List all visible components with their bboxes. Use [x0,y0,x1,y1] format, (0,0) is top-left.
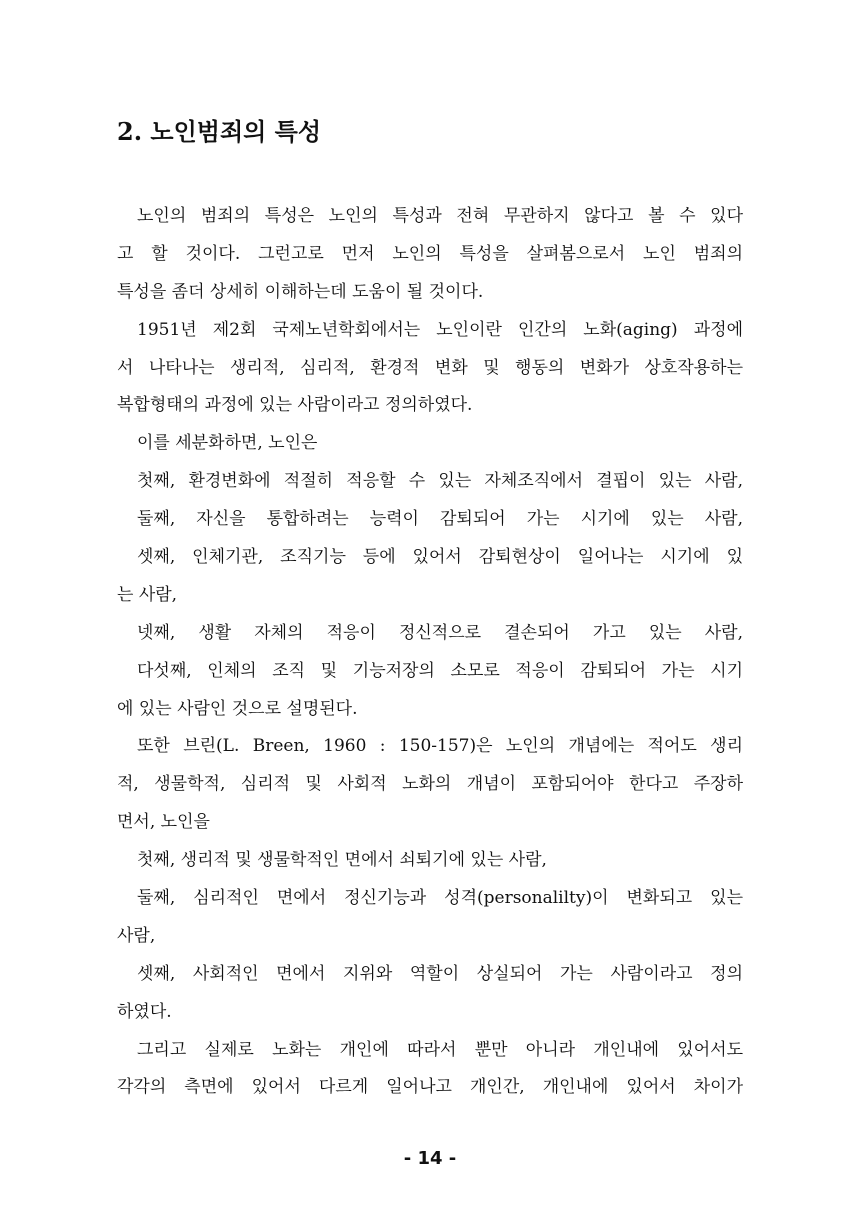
text-line: 특성을 좀더 상세히 이해하는데 도움이 될 것이다. [117,281,484,302]
text-line: 고 할 것이다. 그런고로 먼저 노인의 특성을 살펴봄으로서 노인 범죄의 [117,243,743,264]
text-line: 둘째, 심리적인 면에서 정신기능과 성격(personalilty)이 변화되고 있는 [137,888,743,909]
text-line: 셋째, 사회적인 면에서 지위와 역할이 상실되어 가는 사람이라고 정의 [137,963,743,984]
text-line: 면서, 노인을 [117,812,210,833]
page-number: - 14 - [403,1148,457,1169]
text-line: 첫째, 생리적 및 생물학적인 면에서 쇠퇴기에 있는 사람, [137,850,547,871]
text-line: 이를 세분화하면, 노인은 [137,433,318,454]
text-line: 사람, [117,925,156,946]
body-text [117,198,743,1107]
section-title: 2. 노인범죄의 특성 [117,117,322,146]
text-line: 적, 생물학적, 심리적 및 사회적 노화의 개념이 포함되어야 한다고 주장하 [117,774,743,795]
text-line: 하였다. [117,1001,172,1022]
text-line: 또한 브린(L. Breen, 1960 : 150-157)은 노인의 개념에는 적어도 생리 [137,736,743,757]
text-line: 넷째, 생활 자체의 적응이 정신적으로 결손되어 가고 있는 사람, [137,622,743,643]
text-line: 그리고 실제로 노화는 개인에 따라서 뿐만 아니라 개인내에 있어서도 [137,1039,743,1060]
text-line: 노인의 범죄의 특성은 노인의 특성과 전혀 무관하지 않다고 볼 수 있다 [137,206,743,226]
text-line: 각각의 측면에 있어서 다르게 일어나고 개인간, 개인내에 있어서 차이가 [117,1077,743,1098]
text-line: 에 있는 사람인 것으로 설명된다. [117,698,358,719]
text-line: 는 사람, [117,584,178,605]
text-line: 첫째, 환경변화에 적절히 적응할 수 있는 자체조직에서 결핍이 있는 사람, [137,471,743,492]
text-line: 둘째, 자신을 통합하려는 능력이 감퇴되어 가는 시기에 있는 사람, [137,509,743,530]
text-line: 복합형태의 과정에 있는 사람이라고 정의하였다. [117,395,473,416]
text-line: 다섯째, 인체의 조직 및 기능저장의 소모로 적응이 감퇴되어 가는 시기 [137,660,743,681]
text-line: 셋째, 인체기관, 조직기능 등에 있어서 감퇴현상이 일어나는 시기에 있 [137,547,743,568]
text-line: 서 나타나는 생리적, 심리적, 환경적 변화 및 행동의 변화가 상호작용하는 [117,357,743,378]
text-line: 1951년 제2회 국제노년학회에서는 노인이란 인간의 노화(aging) 과정에 [137,319,743,340]
